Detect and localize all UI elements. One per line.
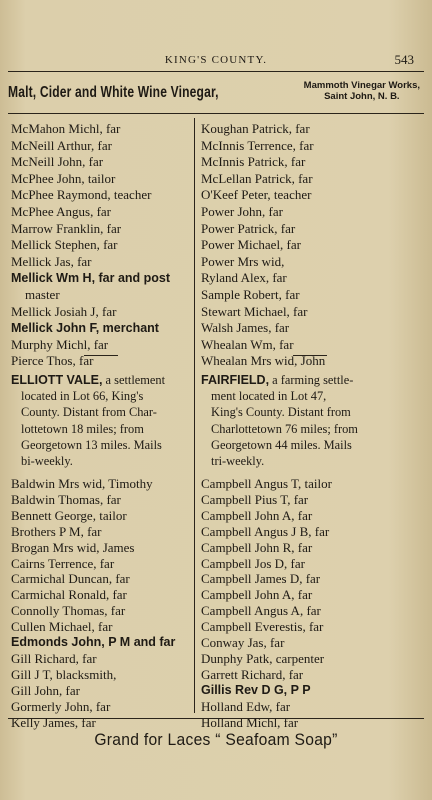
list-item: McMahon Michl, far bbox=[11, 121, 121, 136]
list-item: Connolly Thomas, far bbox=[11, 603, 126, 619]
section-heading-elliott-vale: ELLIOTT VALE, bbox=[11, 373, 103, 387]
elliott-vale-listing bbox=[11, 476, 193, 731]
list-item: Murphy Michl, far bbox=[11, 336, 109, 352]
list-item: master bbox=[25, 286, 60, 302]
bottom-advertisement: Grand for Laces “ Seafoam Soap” bbox=[94, 730, 338, 749]
list-item: Whealan Mrs wid, John bbox=[201, 353, 326, 369]
ad-top-sponsor bbox=[304, 80, 420, 102]
list-item: Gormerly John, far bbox=[11, 698, 111, 714]
list-item: Power Mrs wid, bbox=[201, 253, 285, 269]
description-line: bi-weekly. bbox=[21, 454, 73, 469]
description-line: located in Lot 66, King's bbox=[21, 389, 144, 404]
list-item: Marrow Franklin, far bbox=[11, 220, 122, 236]
list-item: Mellick John F, merchant bbox=[11, 321, 159, 336]
description-line: lottetown 18 miles; from bbox=[21, 421, 144, 436]
right-listing bbox=[201, 121, 423, 370]
list-item: Mellick Jas, far bbox=[11, 253, 92, 269]
list-item: McPhee Angus, far bbox=[11, 203, 112, 219]
list-item: Campbell Jos D, far bbox=[201, 555, 305, 571]
list-item: Gillis Rev D G, P P bbox=[201, 682, 311, 697]
description-line: County. Distant from Char- bbox=[21, 405, 157, 420]
list-item: Stewart Michael, far bbox=[201, 303, 308, 319]
list-item: Pierce Thos, far bbox=[11, 353, 94, 369]
list-item: Bennett George, tailor bbox=[11, 507, 127, 523]
list-item: O'Keef Peter, teacher bbox=[201, 187, 312, 203]
list-item: Cairns Terrence, far bbox=[11, 555, 115, 571]
column-divider-upper bbox=[194, 118, 195, 368]
ad-top-text: Malt, Cider and White Wine Vinegar, bbox=[8, 84, 219, 101]
running-head-title: KING'S COUNTY. bbox=[164, 54, 268, 66]
list-item: Cullen Michael, far bbox=[11, 619, 113, 635]
list-item: Baldwin Mrs wid, Timothy bbox=[11, 476, 153, 491]
list-item: Power Patrick, far bbox=[201, 220, 296, 236]
list-item: Holland Michl, far bbox=[201, 714, 299, 730]
ad-top-sponsor-line1: Mammoth Vinegar Works, bbox=[303, 80, 420, 91]
list-item: McLellan Patrick, far bbox=[201, 170, 313, 186]
left-listing bbox=[11, 121, 191, 370]
list-item: Brogan Mrs wid, James bbox=[11, 539, 135, 555]
section-rule-right bbox=[293, 355, 327, 356]
list-item: Edmonds John, P M and far bbox=[11, 635, 176, 650]
list-item: Power Michael, far bbox=[201, 237, 301, 253]
list-item: Sample Robert, far bbox=[201, 286, 300, 302]
list-item: Campbell Pius T, far bbox=[201, 491, 309, 507]
list-item: Mellick Josiah J, far bbox=[11, 303, 117, 319]
list-item: Mellick Stephen, far bbox=[11, 237, 118, 253]
list-item: Mellick Wm H, far and post bbox=[11, 271, 171, 286]
list-item: Gill John, far bbox=[11, 682, 80, 698]
list-item: Conway Jas, far bbox=[201, 635, 285, 651]
description-line: a settlement bbox=[102, 373, 166, 387]
list-item: Dunphy Patk, carpenter bbox=[201, 650, 325, 666]
list-item: Campbell Angus T, tailor bbox=[201, 476, 332, 491]
list-item: Kelly James, far bbox=[11, 714, 96, 730]
list-item: McNeill Arthur, far bbox=[11, 137, 112, 153]
fairfield-listing bbox=[201, 476, 423, 731]
list-item: Holland Edw, far bbox=[201, 698, 291, 714]
section-rule-left bbox=[84, 355, 118, 356]
list-item: McPhee Raymond, teacher bbox=[11, 187, 152, 203]
list-item: Baldwin Thomas, far bbox=[11, 491, 121, 507]
list-item: Campbell Angus J B, far bbox=[201, 523, 330, 539]
description-line: Georgetown 13 miles. Mails bbox=[21, 437, 162, 452]
list-item: McInnis Patrick, far bbox=[201, 154, 306, 170]
description-line: tri-weekly. bbox=[211, 454, 265, 469]
list-item: Gill Richard, far bbox=[11, 650, 97, 666]
list-item: Campbell John R, far bbox=[201, 539, 313, 555]
list-item: Campbell James D, far bbox=[201, 571, 321, 587]
list-item: Power John, far bbox=[201, 203, 283, 219]
description-line: Charlottetown 76 miles; from bbox=[211, 421, 358, 436]
list-item: Koughan Patrick, far bbox=[201, 121, 310, 136]
description-line: ment located in Lot 47, bbox=[211, 389, 327, 404]
list-item: McInnis Terrence, far bbox=[201, 137, 314, 153]
list-item: Ryland Alex, far bbox=[201, 270, 287, 286]
list-item: Walsh James, far bbox=[201, 320, 290, 336]
column-divider-lower bbox=[194, 368, 195, 713]
description-line: a farming settle- bbox=[269, 373, 354, 387]
elliott-vale-description bbox=[11, 372, 191, 469]
description-line: Georgetown 44 miles. Mails bbox=[211, 437, 352, 452]
ad-top-rule bbox=[8, 113, 424, 114]
list-item: Campbell John A, far bbox=[201, 587, 313, 603]
ad-top-sponsor-line2: Saint John, N. B. bbox=[324, 91, 400, 102]
running-head bbox=[0, 52, 432, 70]
section-heading-fairfield: FAIRFIELD, bbox=[201, 373, 270, 387]
page-number: 543 bbox=[394, 52, 414, 67]
description-line: King's County. Distant from bbox=[211, 405, 351, 420]
list-item: McNeill John, far bbox=[11, 154, 104, 170]
list-item: Whealan Wm, far bbox=[201, 336, 294, 352]
list-item: McPhee John, tailor bbox=[11, 170, 116, 186]
list-item: Carmichal Ronald, far bbox=[11, 587, 127, 603]
footer-rule bbox=[8, 718, 424, 719]
top-advertisement bbox=[8, 78, 424, 108]
list-item: Brothers P M, far bbox=[11, 523, 102, 539]
list-item: Garrett Richard, far bbox=[201, 666, 304, 682]
list-item: Carmichal Duncan, far bbox=[11, 571, 130, 587]
fairfield-description bbox=[201, 372, 423, 469]
header-rule bbox=[8, 71, 424, 72]
list-item: Campbell Everestis, far bbox=[201, 619, 324, 635]
list-item: Campbell Angus A, far bbox=[201, 603, 321, 619]
list-item: Gill J T, blacksmith, bbox=[11, 666, 117, 682]
list-item: Campbell John A, far bbox=[201, 507, 313, 523]
